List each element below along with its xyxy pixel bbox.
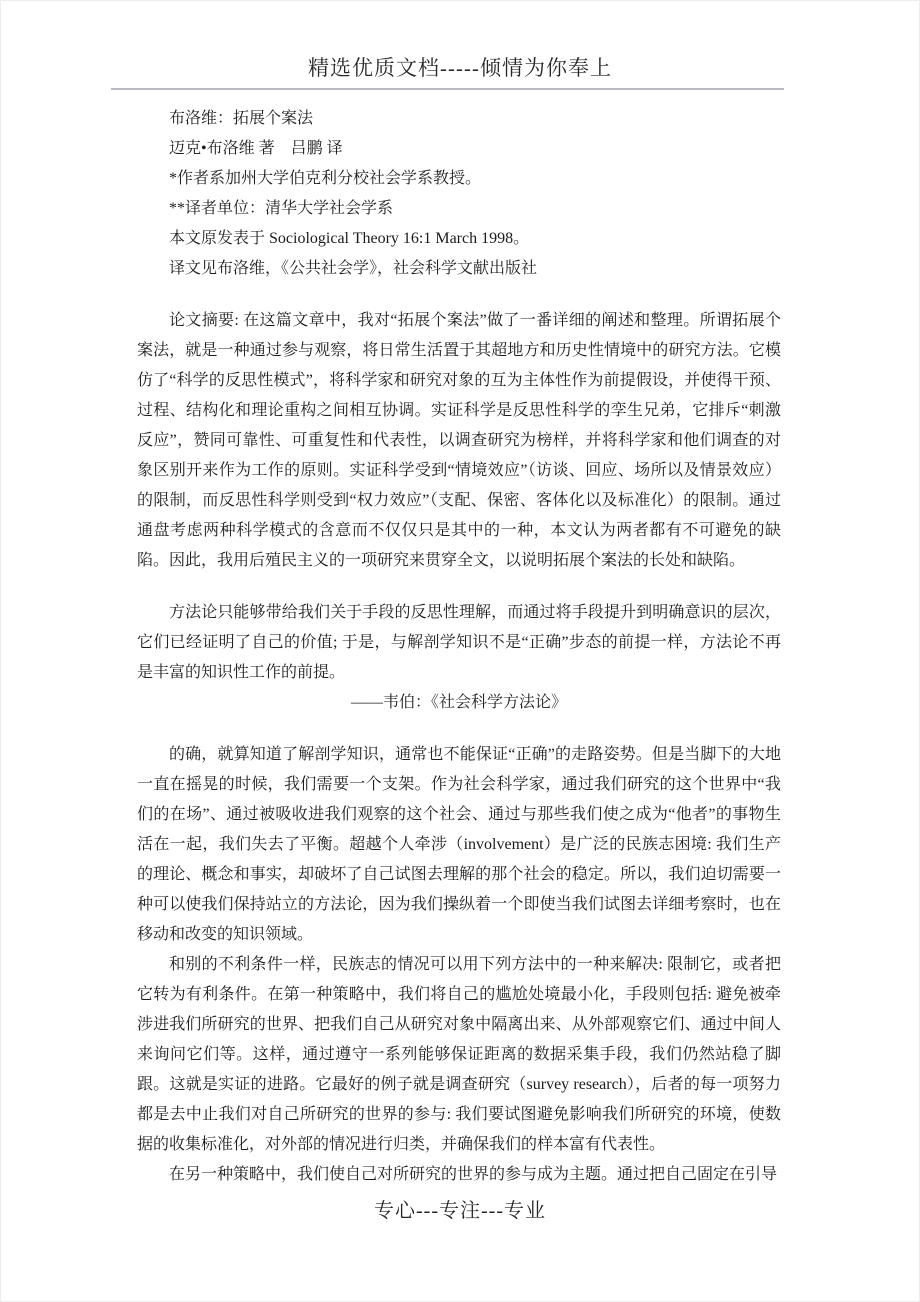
body-paragraph-1: 的确，就算知道了解剖学知识，通常也不能保证“正确”的走路姿势。但是当脚下的大地一直在摇晃的时候，我们需要一个支架。作为社会科学家，通过我们研究的这个世界中“我们的在场”、通过被吸收进我们观察的这个社会、通过与那些我们使之成为“他者”的事物生活在一起，我们失去了平衡。超越个人牵涉（involvement）是广泛的民族志困境: 我们生产的理论、概念和事实，却破坏了自己试图去理解的那个社会的稳定。所以，我们迫切需要一种可以使我们保持站立的方法论，因为我们操纵着一个即使当我们试图去详细考察时，也在移动和改变的知识领域。 — [137, 746, 781, 943]
body-paragraph-2: 和别的不利条件一样，民族志的情况可以用下列方法中的一种来解决: 限制它，或者把它转为有利条件。在第一种策略中，我们将自己的尴尬处境最小化，手段则包括: 避免被牵涉进我们所研究的世界、把我们自己从研究对象中隔离出来、从外部观察它们、通过中间人来询问它们等。这样，通过遵守一系列能够保证距离的数据采集手段，我们仍然站稳了脚跟。这就是实证的进路。它最好的例子就是调查研究（survey research），后者的每一项努力都是去中止我们对自己所研究的世界的参与: 我们要试图避免影响我们所研究的环境，使数据的收集标准化，对外部的情况进行归类，并确保我们的样本富有代表性。 — [137, 956, 781, 1153]
quote-attribution: ——韦伯：《社会科学方法论》 — [350, 694, 567, 711]
title-line-author-note: *作者系加州大学伯克利分校社会学系教授。 — [169, 170, 482, 187]
abstract-paragraph: 论文摘要: 在这篇文章中，我对“拓展个案法”做了一番详细的阐述和整理。所谓拓展个案法，就是一种通过参与观察，将日常生活置于其超地方和历史性情境中的研究方法。它模仿了“科学的反思性模式”，将科学家和研究对象的互为主体性作为前提假设，并使得干预、过程、结构化和理论重构之间相互协调。实证科学是反思性科学的孪生兄弟，它排斥“刺激反应”，赞同可靠性、可重复性和代表性，以调查研究为榜样，并将科学家和他们调查的对象区别开来作为工作的原则。实证科学受到“情境效应”（访谈、回应、场所以及情景效应）的限制，而反思性科学则受到“权力效应”（支配、保密、客体化以及标准化）的限制。通过通盘考虑两种科学模式的含意而不仅仅只是其中的一种，本文认为两者都有不可避免的缺陷。因此，我用后殖民主义的一项研究来贯穿全文，以说明拓展个案法的长处和缺陷。 — [137, 312, 781, 569]
quote-paragraph: 方法论只能够带给我们关于手段的反思性理解，而通过将手段提升到明确意识的层次，它们已经证明了自己的价值; 于是，与解剖学知识不是“正确”步态的前提一样，方法论不再是丰富的知识性工作的前提。 — [137, 604, 781, 681]
title-line-original-publication: 本文原发表于 Sociological Theory 16:1 March 1998。 — [169, 230, 530, 247]
page-footer — [1, 1194, 919, 1223]
header-slogan: 精选优质文档-----倾情为你奉上 — [308, 56, 612, 80]
title-line-translator-note: **译者单位：清华大学社会学系 — [169, 200, 394, 217]
document-body — [1, 90, 919, 1190]
footer-slogan: 专心---专注---专业 — [374, 1200, 546, 1222]
title-line-translation-source: 译文见布洛维，《公共社会学》，社会科学文献出版社 — [169, 260, 538, 277]
title-line-article-title: 布洛维：拓展个案法 — [169, 110, 314, 127]
title-line-author-translator: 迈克•布洛维 著 吕鹏 译 — [169, 140, 343, 157]
body-paragraph-3: 在另一种策略中，我们使自己对所研究的世界的参与成为主题。通过把自己固定在引导 — [169, 1166, 778, 1183]
page-header — [1, 1, 919, 90]
